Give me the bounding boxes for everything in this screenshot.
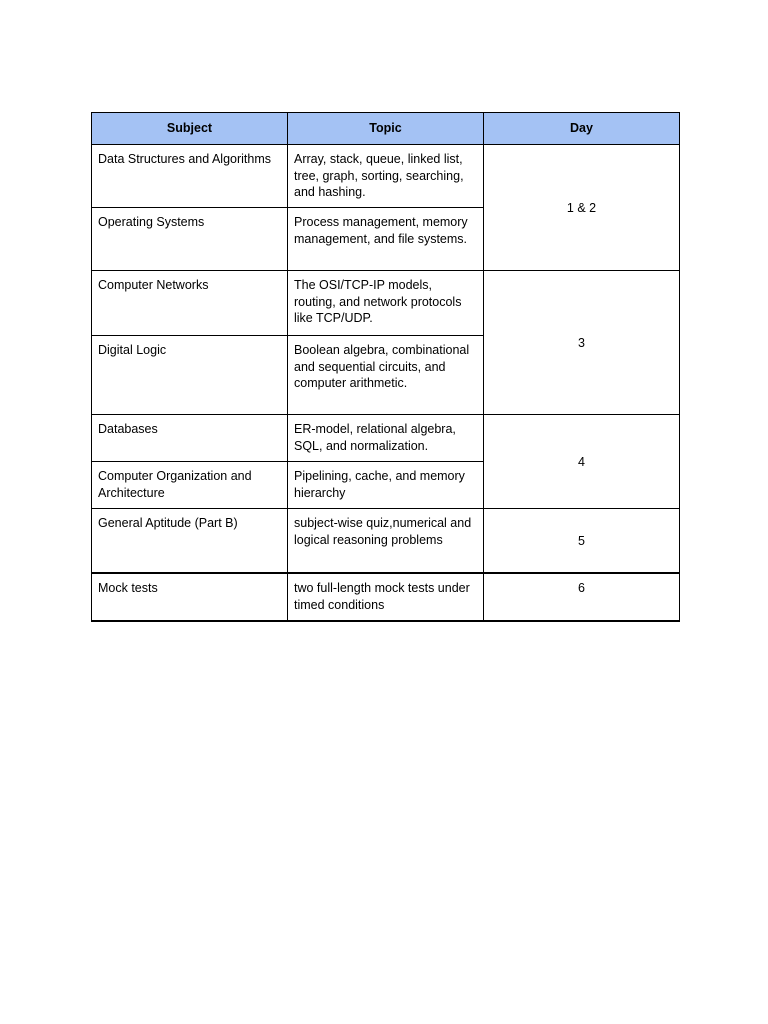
topic-cell: Pipelining, cache, and memory hierarchy bbox=[288, 462, 484, 509]
subject-cell: General Aptitude (Part B) bbox=[92, 509, 288, 574]
header-topic: Topic bbox=[288, 113, 484, 145]
topic-cell: Process management, memory management, and file systems. bbox=[288, 208, 484, 271]
day-cell: 4 bbox=[484, 415, 680, 509]
day-cell: 1 & 2 bbox=[484, 145, 680, 271]
subject-cell: Data Structures and Algorithms bbox=[92, 145, 288, 208]
table-row bbox=[92, 271, 680, 336]
topic-cell: subject-wise quiz,numerical and logical reasoning problems bbox=[288, 509, 484, 574]
subject-cell: Databases bbox=[92, 415, 288, 462]
topic-cell: two full-length mock tests under timed conditions bbox=[288, 573, 484, 621]
study-schedule-table bbox=[91, 112, 680, 622]
day-cell: 6 bbox=[484, 573, 680, 621]
subject-cell: Operating Systems bbox=[92, 208, 288, 271]
topic-cell: Array, stack, queue, linked list, tree, graph, sorting, searching, and hashing. bbox=[288, 145, 484, 208]
table-header-row bbox=[92, 113, 680, 145]
day-cell: 5 bbox=[484, 509, 680, 574]
header-subject: Subject bbox=[92, 113, 288, 145]
subject-cell: Digital Logic bbox=[92, 336, 288, 415]
topic-cell: The OSI/TCP-IP models, routing, and network protocols like TCP/UDP. bbox=[288, 271, 484, 336]
subject-cell: Computer Organization and Architecture bbox=[92, 462, 288, 509]
subject-cell: Computer Networks bbox=[92, 271, 288, 336]
header-day: Day bbox=[484, 113, 680, 145]
table-row bbox=[92, 415, 680, 462]
table-row bbox=[92, 509, 680, 574]
subject-cell: Mock tests bbox=[92, 573, 288, 621]
table-row bbox=[92, 573, 680, 621]
day-cell: 3 bbox=[484, 271, 680, 415]
topic-cell: ER-model, relational algebra, SQL, and normalization. bbox=[288, 415, 484, 462]
table-row bbox=[92, 145, 680, 208]
topic-cell: Boolean algebra, combinational and sequential circuits, and computer arithmetic. bbox=[288, 336, 484, 415]
